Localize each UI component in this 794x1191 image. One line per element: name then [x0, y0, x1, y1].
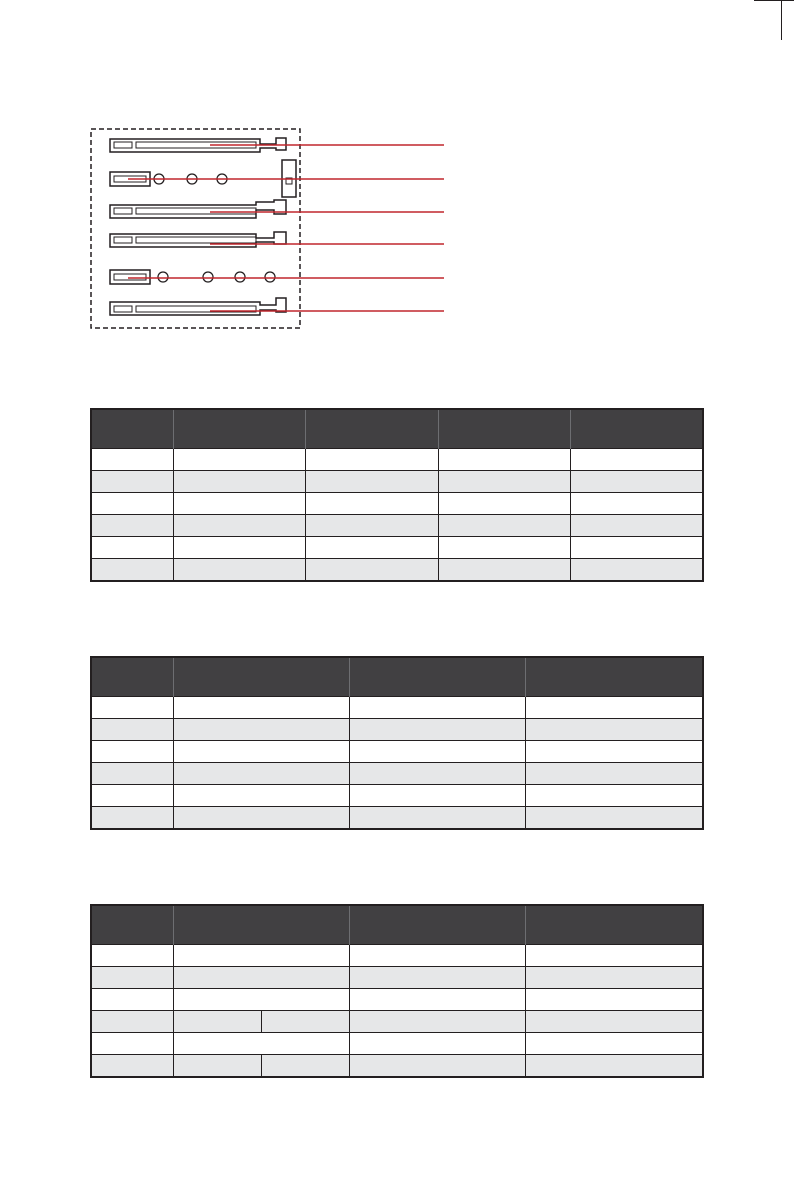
- table-cell: [173, 697, 349, 719]
- table-row: [91, 989, 703, 1011]
- table-header-cell: [91, 657, 173, 697]
- table-cell: [305, 493, 438, 515]
- table-cell: [173, 719, 349, 741]
- table-cell: [525, 807, 703, 830]
- table-row: [91, 1011, 703, 1033]
- table-cell: [305, 449, 438, 471]
- table-cell: [91, 697, 173, 719]
- slot-layout-svg: [88, 126, 448, 332]
- table-cell: [525, 989, 703, 1011]
- table-cell: [173, 989, 349, 1011]
- table-cell: [91, 449, 173, 471]
- table-cell: [349, 807, 525, 830]
- table-cell: [261, 1011, 349, 1033]
- table-cell: [173, 1033, 349, 1055]
- table-cell: [349, 945, 525, 967]
- table-cell: [438, 515, 570, 537]
- table-row: [91, 785, 703, 807]
- table-cell: [525, 1011, 703, 1033]
- table-cell: [173, 471, 305, 493]
- table-header-cell: [91, 905, 173, 945]
- table-row: [91, 449, 703, 471]
- table-cell: [438, 449, 570, 471]
- table-cell: [349, 741, 525, 763]
- slot-5: [110, 270, 275, 284]
- table-cell: [173, 785, 349, 807]
- table-cell: [570, 471, 703, 493]
- table-cell: [438, 559, 570, 582]
- table-cell: [525, 763, 703, 785]
- table-cell: [173, 763, 349, 785]
- table-header-cell: [525, 905, 703, 945]
- expansion-slot-diagram: [88, 126, 448, 332]
- table-cell: [305, 515, 438, 537]
- table-cell: [91, 559, 173, 582]
- table-row: [91, 945, 703, 967]
- table-cell: [438, 537, 570, 559]
- table-row: [91, 763, 703, 785]
- table-cell: [91, 807, 173, 830]
- table-cell: [349, 719, 525, 741]
- table-row: [91, 515, 703, 537]
- table-cell: [173, 449, 305, 471]
- table-cell: [305, 471, 438, 493]
- table-cell: [305, 537, 438, 559]
- table-row: [91, 1033, 703, 1055]
- table-header-cell: [349, 905, 525, 945]
- table-cell: [349, 763, 525, 785]
- table-cell: [525, 697, 703, 719]
- table-cell: [91, 741, 173, 763]
- table-cell: [525, 967, 703, 989]
- table-header-cell: [305, 409, 438, 449]
- table-cell: [570, 537, 703, 559]
- table-cell: [173, 945, 349, 967]
- table-cell: [91, 515, 173, 537]
- spec-table-3: [90, 904, 704, 1078]
- table-cell: [438, 493, 570, 515]
- table-row: [91, 741, 703, 763]
- spec-table-2: [90, 656, 704, 830]
- table-header-cell: [349, 657, 525, 697]
- board-outline: [91, 129, 300, 328]
- table-header-cell: [173, 409, 305, 449]
- table-cell: [173, 1011, 261, 1033]
- table-cell: [173, 967, 349, 989]
- table-cell: [91, 1033, 173, 1055]
- table-header-row: [91, 409, 703, 449]
- table-header-cell: [438, 409, 570, 449]
- table-cell: [173, 1055, 261, 1078]
- crop-mark-top: [781, 0, 782, 40]
- table-cell: [173, 741, 349, 763]
- table-cell: [91, 763, 173, 785]
- table-cell: [349, 989, 525, 1011]
- table-cell: [438, 471, 570, 493]
- table-cell: [91, 537, 173, 559]
- table-cell: [91, 967, 173, 989]
- table-header-cell: [570, 409, 703, 449]
- table-header-cell: [173, 657, 349, 697]
- table-header-row: [91, 657, 703, 697]
- table-cell: [349, 1033, 525, 1055]
- crop-mark-right: [754, 0, 794, 1]
- table-cell: [349, 967, 525, 989]
- table-cell: [91, 1011, 173, 1033]
- table-cell: [305, 559, 438, 582]
- table-cell: [173, 515, 305, 537]
- table-cell: [349, 697, 525, 719]
- table-header-cell: [91, 409, 173, 449]
- table-row: [91, 807, 703, 830]
- table-header-row: [91, 905, 703, 945]
- table-cell: [525, 785, 703, 807]
- table-cell: [525, 1033, 703, 1055]
- table-cell: [525, 945, 703, 967]
- table-row: [91, 493, 703, 515]
- table-row: [91, 559, 703, 582]
- table-cell: [91, 785, 173, 807]
- table-cell: [261, 1055, 349, 1078]
- table-row: [91, 697, 703, 719]
- table-cell: [349, 1011, 525, 1033]
- table-cell: [173, 559, 305, 582]
- table-row: [91, 719, 703, 741]
- slot-6: [110, 298, 286, 315]
- table-header-cell: [525, 657, 703, 697]
- table-cell: [570, 493, 703, 515]
- table-cell: [91, 945, 173, 967]
- table-cell: [91, 719, 173, 741]
- table-cell: [91, 493, 173, 515]
- table-cell: [570, 515, 703, 537]
- spec-table-1: [90, 408, 704, 582]
- table-cell: [570, 559, 703, 582]
- table-cell: [173, 537, 305, 559]
- table-cell: [91, 471, 173, 493]
- table-cell: [349, 1055, 525, 1078]
- table-cell: [173, 807, 349, 830]
- table-cell: [570, 449, 703, 471]
- table-cell: [91, 989, 173, 1011]
- table-row: [91, 537, 703, 559]
- table-row: [91, 1055, 703, 1078]
- table-cell: [525, 1055, 703, 1078]
- table-header-cell: [173, 905, 349, 945]
- table-cell: [173, 493, 305, 515]
- table-cell: [525, 741, 703, 763]
- table-row: [91, 471, 703, 493]
- table-cell: [91, 1055, 173, 1078]
- table-cell: [525, 719, 703, 741]
- table-cell: [349, 785, 525, 807]
- table-row: [91, 967, 703, 989]
- slot-3: [110, 200, 286, 218]
